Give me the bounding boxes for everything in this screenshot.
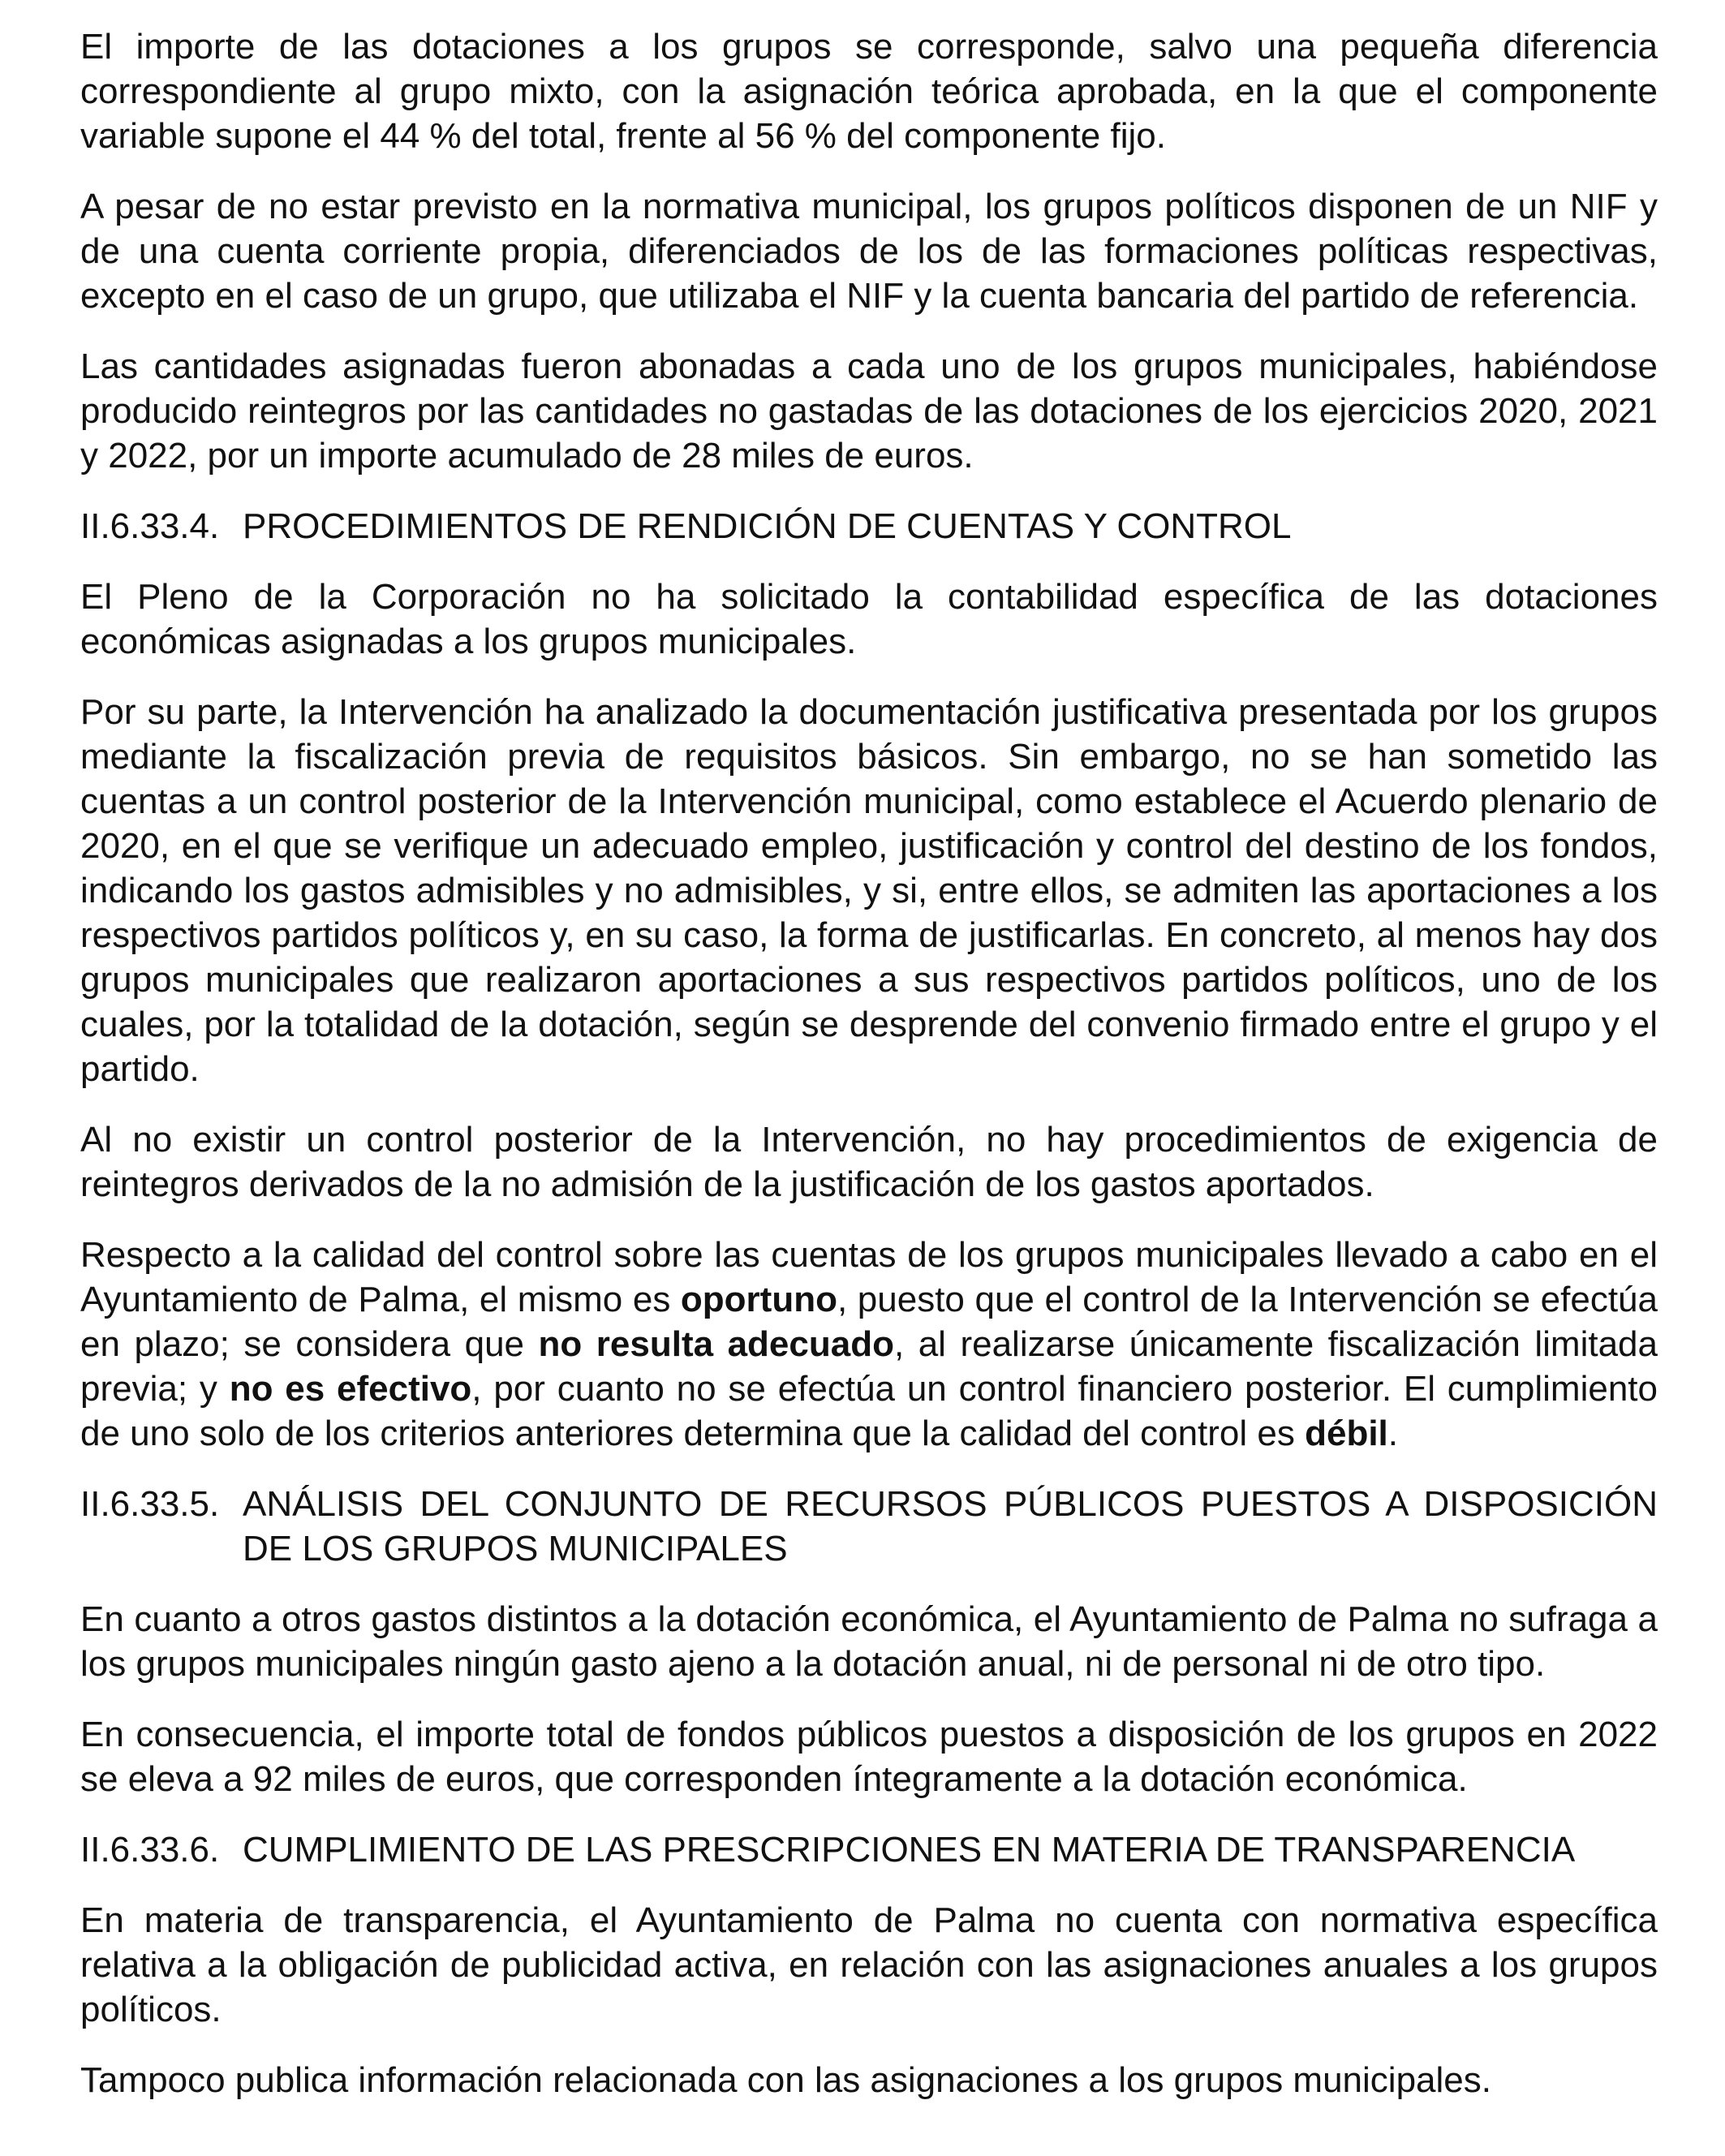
paragraph-nif-cuenta: A pesar de no estar previsto en la normativa municipal, los grupos políticos disponen de un NIF y de una cuenta corriente propia, diferenciados de los de las formaciones políticas respectivas, excepto en el caso de un grupo, que utilizaba el NIF y la cuenta bancaria del partido de referencia. xyxy=(80,187,1658,316)
bold-term-oportuno: oportuno xyxy=(680,1280,837,1319)
section-heading-rendicion-cuentas xyxy=(80,504,1658,549)
paragraph-intervencion-analisis: Por su parte, la Intervención ha analizado la documentación justificativa presentada por los grupos mediante la fiscalización previa de requisitos básicos. Sin embargo, no se han sometido las cuentas a un control posterior de la Intervención municipal, como establece el Acuerdo plenario de 2020, en el que se verifique un adecuado empleo, justificación y control del destino de los fondos, indicando los gastos admisibles y no admisibles, y si, entre ellos, se admiten las aportaciones a los respectivos partidos políticos y, en su caso, la forma de justificarlas. En concreto, al menos hay dos grupos municipales que realizaron aportaciones a sus respectivos partidos políticos, uno de los cuales, por la totalidad de la dotación, según se desprende del convenio firmado entre el grupo y el partido. xyxy=(80,692,1658,1089)
paragraph-importe-total: En consecuencia, el importe total de fondos públicos puestos a disposición de los grupos en 2022 se eleva a 92 miles de euros, que corresponden íntegramente a la dotación económica. xyxy=(80,1715,1658,1799)
paragraph-normativa-transparencia: En materia de transparencia, el Ayuntamiento de Palma no cuenta con normativa específica relativa a la obligación de publicidad activa, en relación con las asignaciones anuales a los grupos políticos. xyxy=(80,1900,1658,2029)
paragraph-dotaciones-importe: El importe de las dotaciones a los grupos se corresponde, salvo una pequeña diferencia correspondiente al grupo mixto, con la asignación teórica aprobada, en la que el componente variable supone el 44 % del total, frente al 56 % del componente fijo. xyxy=(80,27,1658,156)
text-run: , puesto que el control de la Intervención se efectúa en plazo; se considera que xyxy=(80,1280,1658,1364)
section-title: CUMPLIMIENTO DE LAS PRESCRIPCIONES EN MATERIA DE TRANSPARENCIA xyxy=(243,1830,1576,1870)
section-number: II.6.33.4. xyxy=(80,506,220,546)
bold-term-no-efectivo: no es efectivo xyxy=(229,1369,472,1409)
section-title: PROCEDIMIENTOS DE RENDICIÓN DE CUENTAS Y CONTROL xyxy=(243,506,1292,546)
paragraph-publicacion: Tampoco publica información relacionada con las asignaciones a los grupos municipales. xyxy=(80,2060,1491,2100)
paragraph-otros-gastos: En cuanto a otros gastos distintos a la dotación económica, el Ayuntamiento de Palma no sufraga a los grupos municipales ningún gasto ajeno a la dotación anual, ni de personal ni de otro tipo. xyxy=(80,1599,1658,1684)
document-page xyxy=(80,24,1658,2128)
text-run: , al realizarse únicamente fiscalización limitada previa; y xyxy=(80,1324,1658,1409)
section-number: II.6.33.5. xyxy=(80,1484,220,1524)
section-title: ANÁLISIS DEL CONJUNTO DE RECURSOS PÚBLICOS PUESTOS A DISPOSICIÓN DE LOS GRUPOS MUNICIPALES xyxy=(243,1484,1658,1569)
paragraph-calidad-control xyxy=(80,1233,1658,1456)
text-run: Respecto a la calidad del control sobre las cuentas de los grupos municipales llevado a cabo en el Ayuntamiento de Palma, el mismo es xyxy=(80,1235,1658,1319)
paragraph-pleno-contabilidad: El Pleno de la Corporación no ha solicitado la contabilidad específica de las dotaciones económicas asignadas a los grupos municipales. xyxy=(80,577,1658,661)
text-run: , por cuanto no se efectúa un control financiero posterior. El cumplimiento de uno solo de los criterios anteriores determina que la calidad del control es xyxy=(80,1369,1658,1453)
section-heading-recursos-publicos xyxy=(80,1482,1658,1571)
section-number: II.6.33.6. xyxy=(80,1830,220,1870)
paragraph-control-posterior: Al no existir un control posterior de la Intervención, no hay procedimientos de exigencia de reintegros derivados de la no admisión de la justificación de los gastos aportados. xyxy=(80,1120,1658,1204)
paragraph-reintegros: Las cantidades asignadas fueron abonadas a cada uno de los grupos municipales, habiéndose producido reintegros por las cantidades no gastadas de las dotaciones de los ejercicios 2020, 2021 y 2022, por un importe acumulado de 28 miles de euros. xyxy=(80,346,1658,476)
text-run: . xyxy=(1387,1414,1399,1453)
bold-term-no-adecuado: no resulta adecuado xyxy=(538,1324,894,1364)
bold-term-debil: débil xyxy=(1305,1414,1388,1453)
section-heading-transparencia xyxy=(80,1827,1658,1872)
